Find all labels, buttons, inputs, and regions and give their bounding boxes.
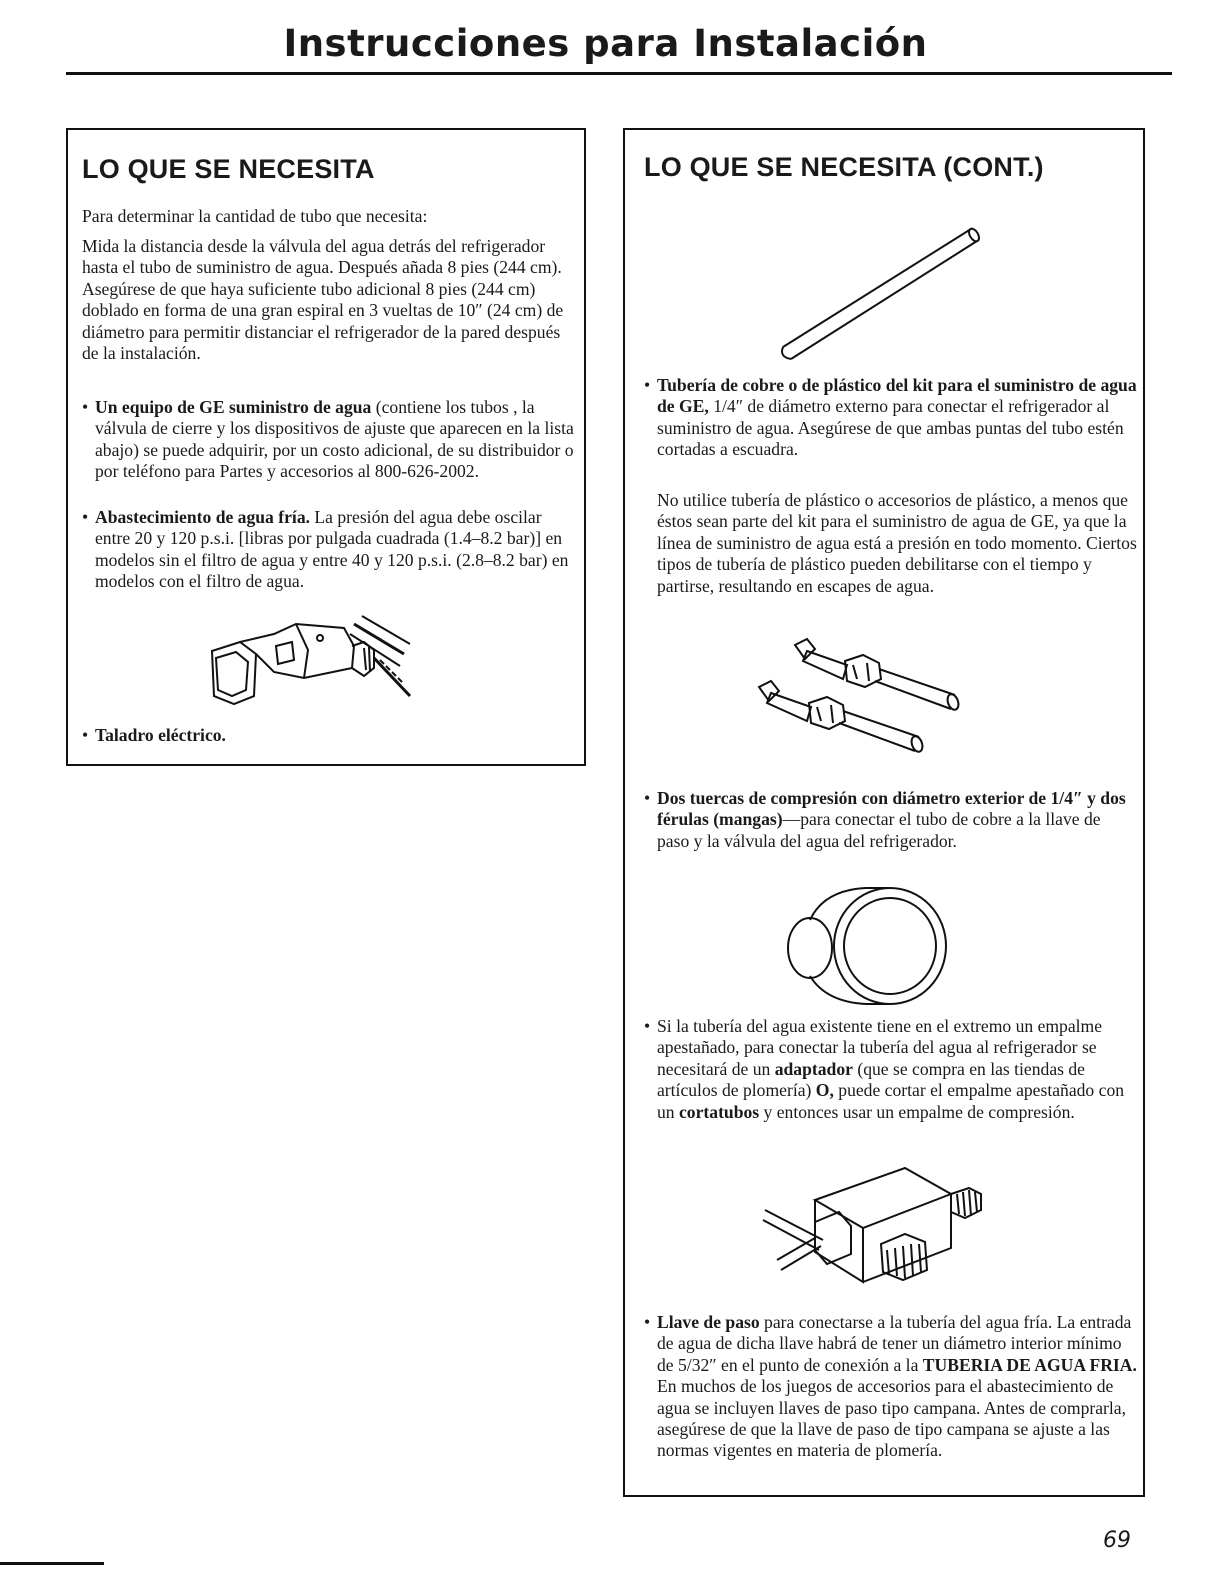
valve-text-2: En muchos de los juegos de accesorios para el abastecimiento de agua se incluyen llaves de paso tipo campana. Antes de comprarla, asegúrese de que la llave de paso de tipo campana se ajuste a las normas vigentes en materia de plomería. — [657, 1376, 1127, 1461]
kit-item: • Un equipo de GE suministro de agua (contiene los tubos , la válvula de cierre y los dispositivos de ajuste que aparecen en la lista abajo) se puede adquirir, por un costo adicional, de su distribuidor o por teléfono para Partes y accesorios al 800-626-2002. — [82, 397, 574, 482]
measure-text: Mida la distancia desde la válvula del agua detrás del refrigerador hasta el tubo de suministro de agua. Después añada 8 pies (244 cm). Asegúrese de que haya suficiente tubo adicional 8 pies (244 cm) doblado en forma de una gran espiral en 3 vueltas de 10″ (24 cm) de diámetro para permitir distanciar el refrigerador de la pared después de la instalación. — [82, 236, 564, 364]
title-rule — [66, 72, 1172, 75]
cold-pipe-bold: TUBERIA DE AGUA FRIA. — [922, 1354, 1137, 1375]
valve-bold: Llave de paso — [657, 1312, 760, 1332]
nuts-text: —para conectar el tubo de cobre a la llave de paso y la válvula del agua del refrigerador. — [657, 809, 1101, 851]
left-section-box — [66, 128, 586, 766]
kit-item-text: (contiene los tubos , la válvula de cierre y los dispositivos de ajuste que aparecen en la lista abajo) se puede adquirir, por un costo adicional, de su distribuidor o por teléfono para Partes y accesorios al 800-626-2002. — [95, 397, 574, 482]
page-title: Instrucciones para Instalación — [283, 22, 928, 65]
flared-text-1: Si la tubería del agua existente tiene en el extremo un empalme apestañado, para conectar la tubería del agua al refrigerador se necesitará de un — [657, 1016, 1103, 1079]
electric-drill-icon — [204, 606, 424, 716]
tubing-icon — [775, 215, 985, 365]
cold-water-bold: Abastecimiento de agua fría. — [95, 507, 311, 527]
tubing-item: • Tubería de cobre o de plástico del kit para el suministro de agua de GE, 1/4″ de diámetro externo para conectar el refrigerador al suministro de agua. Asegúrese de que ambas puntas del tubo estén cortadas a escuadra. — [644, 375, 1137, 460]
cold-water-text: La presión del agua debe oscilar entre 20 y 120 p.s.i. [libras por pulgada cuadrada (1.4–8.2 bar)] en modelos sin el filtro de agua y entre 40 y 120 p.s.i. (2.8–8.2 bar) en modelos con el filtro de agua. — [95, 507, 569, 592]
plastic-warning-text: No utilice tubería de plástico o accesorios de plástico, a menos que éstos sean parte del kit para el suministro de agua de GE, ya que la línea de suministro de agua está a presión en todo momento. Ciertos tipos de tubería de plástico pueden debilitarse con el tiempo y partirse, resultando en escapes de agua. — [657, 490, 1137, 596]
flared-item: • Si la tubería del agua existente tiene en el extremo un empalme apestañado, para conectar la tubería del agua al refrigerador se necesitará de un adaptador (que se compra en las tiendas de artículos de plomería) O, puede cortar el empalme apestañado con un cortatubos y entonces usar un empalme de compresión. — [644, 1016, 1125, 1122]
drill-item: • Taladro eléctrico. — [82, 725, 226, 745]
page-number: 69 — [1103, 1528, 1131, 1553]
flared-text-3: puede cortar el empalme apestañado con un — [657, 1080, 1125, 1122]
tubing-text: 1/4″ de diámetro externo para conectar el refrigerador al suministro de agua. Asegúrese de que ambas puntas del tubo estén cortadas a escuadra. — [657, 396, 1124, 460]
nuts-item: • Dos tuercas de compresión con diámetro exterior de 1/4″ y dos férulas (mangas)—para conectar el tubo de cobre a la llave de paso y la válvula del agua del refrigerador. — [644, 788, 1126, 851]
or-bold: O, — [815, 1080, 834, 1101]
compression-nuts-icon — [755, 635, 975, 765]
ferrule-icon — [780, 880, 960, 1010]
tube-cutter-bold: cortatubos — [679, 1101, 760, 1122]
valve-item: • Llave de paso para conectarse a la tubería del agua fría. La entrada de agua de dicha llave habrá de tener un diámetro interior mínimo de 5/32″ en el punto de conexión a la TUBERIA DE AGUA FRIA. En muchos de los juegos de accesorios para el abastecimiento de agua se incluyen llaves de paso tipo campana. Antes de comprarla, asegúrese de que la llave de paso de tipo campana se ajuste a las normas vigentes en materia de plomería. — [644, 1312, 1137, 1461]
left-section-heading: LO QUE SE NECESITA — [82, 154, 375, 184]
shutoff-valve-icon — [755, 1160, 985, 1295]
right-section-heading: LO QUE SE NECESITA (CONT.) — [644, 152, 1044, 182]
drill-label: Taladro eléctrico. — [95, 725, 226, 745]
flared-text-4: y entonces usar un empalme de compresión. — [759, 1101, 1075, 1122]
footer-rule — [0, 1562, 104, 1565]
cold-water-item: • Abastecimiento de agua fría. La presión del agua debe oscilar entre 20 y 120 p.s.i. [libras por pulgada cuadrada (1.4–8.2 bar)] en modelos sin el filtro de agua y entre 40 y 120 p.s.i. (2.8–8.2 bar) en modelos con el filtro de agua. — [82, 507, 569, 592]
kit-item-bold: Un equipo de GE suministro de agua — [95, 397, 372, 417]
nuts-bold: Dos tuercas de compresión con diámetro exterior de 1/4″ y dos férulas (mangas) — [657, 788, 1126, 830]
right-section-box — [623, 128, 1145, 1497]
intro-text: Para determinar la cantidad de tubo que necesita: — [82, 206, 428, 226]
flared-text-2: (que se compra en las tiendas de artículos de plomería) — [657, 1058, 1085, 1101]
tubing-bold: Tubería de cobre o de plástico del kit para el suministro de agua de GE, — [657, 375, 1137, 417]
adapter-bold: adaptador — [774, 1058, 853, 1079]
valve-text-1: para conectarse a la tubería del agua fría. La entrada de agua de dicha llave habrá de tener un diámetro interior mínimo de 5/32″ en el punto de conexión a la — [657, 1312, 1132, 1375]
